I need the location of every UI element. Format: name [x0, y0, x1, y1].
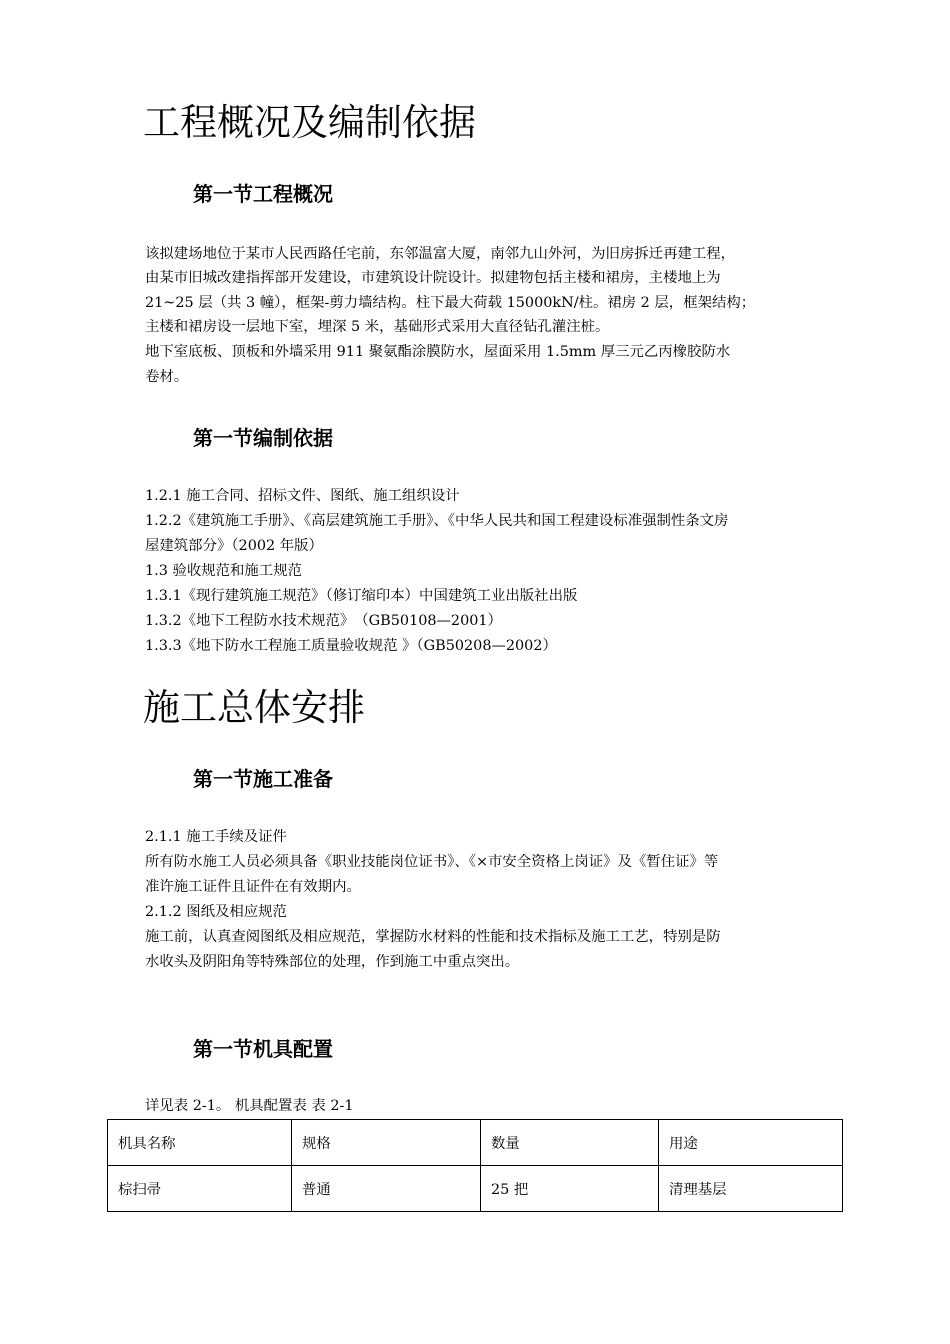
- text-line: 地下室底板、顶板和外墙采用 911 聚氨酯涂膜防水，屋面采用 1.5mm 厚三元乙丙橡胶防水: [145, 344, 731, 360]
- text-line: 1.2.2《建筑施工手册》、《高层建筑施工手册》、《中华人民共和国工程建设标准强制性条文房: [145, 513, 729, 529]
- table-row: [108, 1166, 843, 1212]
- text-line: 1.3 验收规范和施工规范: [145, 563, 302, 579]
- equipment-table: [107, 1119, 843, 1212]
- table-cell: 普通: [292, 1166, 481, 1212]
- heading-project-overview: 工程概况及编制依据: [143, 101, 476, 144]
- text-line: 2.1.1 施工手续及证件: [145, 829, 287, 845]
- text-line: 21~25 层（共 3 幢），框架-剪力墙结构。柱下最大荷载 15000kN/柱。裙房 2 层，框架结构；: [145, 295, 756, 311]
- header-cell-purpose: 用途: [659, 1120, 843, 1166]
- text-line: 1.3.3《地下防水工程施工质量验收规范 》（GB50208—2002）: [145, 638, 557, 654]
- heading-section-overview: 第一节工程概况: [193, 182, 333, 206]
- table-cell: 棕扫帚: [108, 1166, 292, 1212]
- text-line: 施工前，认真查阅图纸及相应规范，掌握防水材料的性能和技术指标及施工工艺，特别是防: [145, 929, 721, 945]
- text-line: 所有防水施工人员必须具备《职业技能岗位证书》、《×市安全资格上岗证》及《暂住证》等: [145, 854, 719, 870]
- text-line: 卷材。: [145, 369, 189, 385]
- header-cell-name: 机具名称: [108, 1120, 292, 1166]
- text-line: 屋建筑部分》（2002 年版）: [145, 538, 323, 554]
- text-line: 1.3.2《地下工程防水技术规范》 （GB50108—2001）: [145, 613, 502, 629]
- heading-section-basis: 第一节编制依据: [193, 426, 333, 450]
- text-line: 2.1.2 图纸及相应规范: [145, 904, 287, 920]
- text-line: 1.2.1 施工合同、招标文件、图纸、施工组织设计: [145, 488, 460, 504]
- header-cell-spec: 规格: [292, 1120, 481, 1166]
- table-caption: 详见表 2-1。 机具配置表 表 2-1: [145, 1098, 354, 1114]
- heading-section-preparation: 第一节施工准备: [193, 767, 333, 791]
- text-line: 水收头及阴阳角等特殊部位的处理，作到施工中重点突出。: [145, 954, 520, 970]
- table-header-row: [108, 1120, 843, 1166]
- text-line: 由某市旧城改建指挥部开发建设，市建筑设计院设计。拟建物包括主楼和裙房，主楼地上为: [145, 270, 721, 286]
- table-cell: 25 把: [481, 1166, 659, 1212]
- text-line: 主楼和裙房设一层地下室，埋深 5 米，基础形式采用大直径钻孔灌注桩。: [145, 319, 610, 335]
- text-line: 该拟建场地位于某市人民西路任宅前，东邻温富大厦，南邻九山外河，为旧房拆迁再建工程，: [145, 246, 736, 262]
- text-line: 准许施工证件且证件在有效期内。: [145, 879, 361, 895]
- heading-construction-arrangement: 施工总体安排: [143, 686, 365, 729]
- table-cell: 清理基层: [659, 1166, 843, 1212]
- heading-section-equipment: 第一节机具配置: [193, 1037, 333, 1061]
- text-line: 1.3.1《现行建筑施工规范》（修订缩印本）中国建筑工业出版社出版: [145, 588, 578, 604]
- header-cell-quantity: 数量: [481, 1120, 659, 1166]
